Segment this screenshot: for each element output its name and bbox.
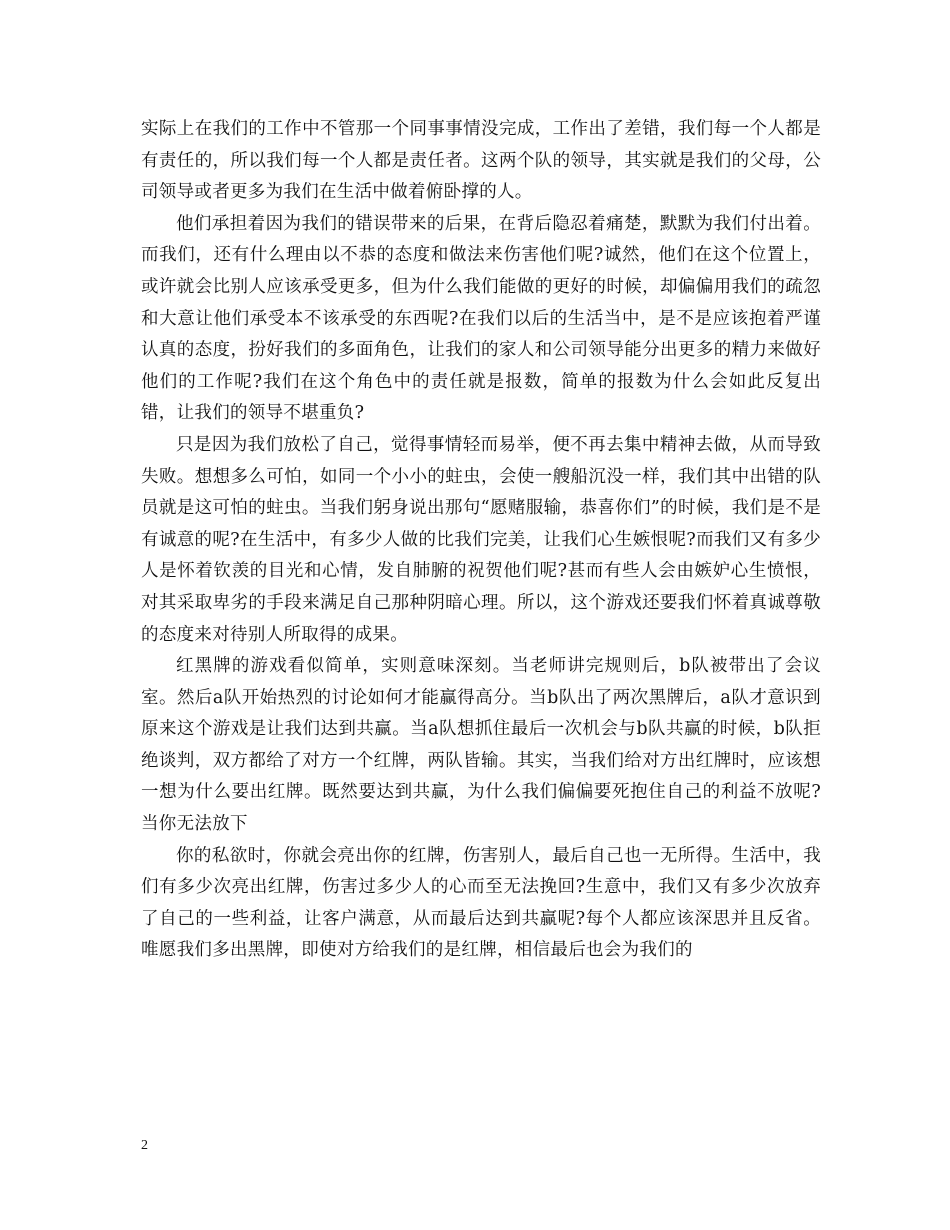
paragraph-3: 只是因为我们放松了自己，觉得事情轻而易举，便不再去集中精神去做，从而导致失败。想想多么可怕，如同一个小小的蛀虫，会使一艘船沉没一样，我们其中出错的队员就是这可怕的蛀虫。当我们躬身说出那句“愿赌服输，恭喜你们”的时候，我们是不是有诚意的呢?在生活中，有多少人做的比我们完美，让我们心生嫉恨呢?而我们又有多少人是怀着钦羡的目光和心情，发自肺腑的祝贺他们呢?甚而有些人会由嫉妒心生愤恨，对其采取卑劣的手段来满足自己那种阴暗心理。所以，这个游戏还要我们怀着真诚尊敬的态度来对待别人所取得的成果。 xyxy=(141,434,821,645)
paragraph-2: 他们承担着因为我们的错误带来的后果，在背后隐忍着痛楚，默默为我们付出着。而我们，还有什么理由以不恭的态度和做法来伤害他们呢?诚然，他们在这个位置上，或许就会比别人应该承受更多，但为什么我们能做的更好的时候，却偏偏用我们的疏忽和大意让他们承受本不该承受的东西呢?在我们以后的生活当中，是不是应该抱着严谨认真的态度，扮好我们的多面角色，让我们的家人和公司领导能分出更多的精力来做好他们的工作呢?我们在这个角色中的责任就是报数，简单的报数为什么会如此反复出错，让我们的领导不堪重负? xyxy=(141,213,821,424)
paragraph-5: 你的私欲时，你就会亮出你的红牌，伤害别人，最后自己也一无所得。生活中，我们有多少次亮出红牌，伤害过多少人的心而至无法挽回?生意中，我们又有多少次放弃了自己的一些利益，让客户满意，从而最后达到共赢呢?每个人都应该深思并且反省。唯愿我们多出黑牌，即使对方给我们的是红牌，相信最后也会为我们的 xyxy=(141,845,821,961)
paragraph-4: 红黑牌的游戏看似简单，实则意味深刻。当老师讲完规则后，b队被带出了会议室。然后a队开始热烈的讨论如何才能赢得高分。当b队出了两次黑牌后，a队才意识到原来这个游戏是让我们达到共赢。当a队想抓住最后一次机会与b队共赢的时候，b队拒绝谈判，双方都给了对方一个红牌，两队皆输。其实，当我们给对方出红牌时，应该想一想为什么要出红牌。既然要达到共赢，为什么我们偏偏要死抱住自己的利益不放呢?当你无法放下 xyxy=(141,656,821,835)
page-number: 2 xyxy=(141,1138,148,1153)
paragraph-1: 实际上在我们的工作中不管那一个同事事情没完成，工作出了差错，我们每一个人都是有责任的，所以我们每一个人都是责任者。这两个队的领导，其实就是我们的父母，公司领导或者更多为我们在生活中做着俯卧撑的人。 xyxy=(141,119,821,203)
document-body xyxy=(141,114,821,967)
